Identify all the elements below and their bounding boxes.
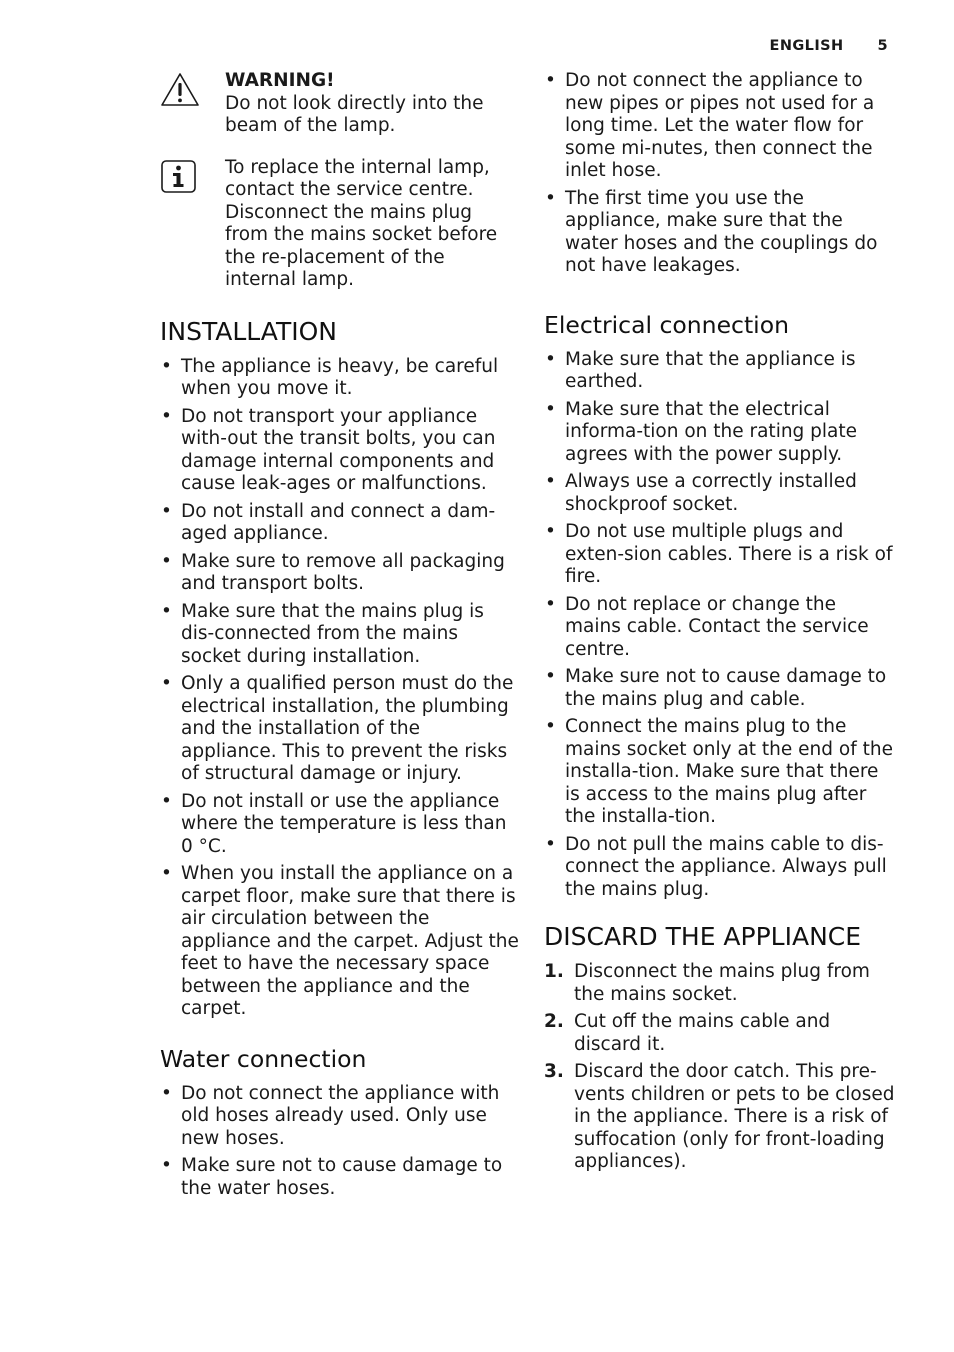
water-connection-heading: Water connection xyxy=(160,1044,367,1073)
list-item: • Do not connect the appliance to new pipes or pipes not used for a long time. Let the water flow for some mi-nutes, then connect the inlet hose. xyxy=(544,70,896,183)
list-item: • Make sure not to cause damage to the mains plug and cable. xyxy=(544,666,896,711)
list-item: • Make sure that the appliance is earthed. xyxy=(544,349,896,394)
right-column xyxy=(544,70,896,1179)
list-item: • Make sure that the electrical informa-tion on the rating plate agrees with the power supply. xyxy=(544,399,896,467)
step-number: 3. xyxy=(544,1061,564,1082)
step-text: Discard the door catch. This pre-vents children or pets to be closed in the appliance. There is a risk of suffocation (only for front-loading appliances). xyxy=(574,1061,895,1172)
water-connection-list-continued xyxy=(544,70,896,278)
language-label: ENGLISH xyxy=(769,38,844,54)
list-item: • The appliance is heavy, be careful when you move it. xyxy=(160,356,520,401)
warning-text: Do not look directly into the beam of the lamp. xyxy=(225,92,484,136)
water-connection-list xyxy=(160,1083,520,1201)
step-number: 2. xyxy=(544,1011,564,1032)
info-text: To replace the internal lamp, contact the service centre. Disconnect the mains plug from the mains socket before the re-placement of the internal lamp. xyxy=(225,156,498,290)
list-item: • Make sure not to cause damage to the water hoses. xyxy=(160,1155,520,1200)
installation-heading: INSTALLATION xyxy=(160,316,337,346)
list-item: • Do not install or use the appliance where the temperature is less than 0 °C. xyxy=(160,791,520,859)
step-number: 1. xyxy=(544,961,564,982)
step-item xyxy=(544,1011,896,1056)
list-item: • Connect the mains plug to the mains socket only at the end of the installa-tion. Make sure that there is access to the mains plug after the installa-tion. xyxy=(544,716,896,829)
page-header xyxy=(770,38,888,54)
step-text: Cut off the mains cable and discard it. xyxy=(574,1011,831,1055)
list-item: • Do not pull the mains cable to dis-connect the appliance. Always pull the mains plug. xyxy=(544,834,896,902)
list-item: • Do not install and connect a dam-aged appliance. xyxy=(160,501,520,546)
page-number: 5 xyxy=(877,38,888,54)
warning-triangle-icon xyxy=(160,72,200,108)
warning-notice xyxy=(160,70,520,138)
electrical-connection-heading: Electrical connection xyxy=(544,310,789,339)
list-item: • Do not use multiple plugs and exten-sion cables. There is a risk of fire. xyxy=(544,521,896,589)
installation-list xyxy=(160,356,520,1021)
list-item: • Make sure that the mains plug is dis-connected from the mains socket during installation. xyxy=(160,601,520,669)
list-item: • Do not transport your appliance with-out the transit bolts, you can damage internal components and cause leak-ages or malfunctions. xyxy=(160,406,520,496)
info-notice xyxy=(160,157,520,292)
list-item: • Do not connect the appliance with old hoses already used. Only use new hoses. xyxy=(160,1083,520,1151)
step-text: Disconnect the mains plug from the mains socket. xyxy=(574,961,870,1005)
list-item: • Only a qualified person must do the electrical installation, the plumbing and the installation of the appliance. This to prevent the risks of structural damage or injury. xyxy=(160,673,520,786)
list-item: • The first time you use the appliance, make sure that the water hoses and the couplings do not have leakages. xyxy=(544,188,896,278)
left-column xyxy=(160,70,520,1205)
list-item: • Do not replace or change the mains cable. Contact the service centre. xyxy=(544,594,896,662)
discard-steps xyxy=(544,961,896,1174)
info-icon xyxy=(160,159,200,195)
list-item: • When you install the appliance on a carpet floor, make sure that there is air circulation between the appliance and the carpet. Adjust the feet to have the necessary space between the appliance and the carpet. xyxy=(160,863,520,1021)
list-item: • Make sure to remove all packaging and transport bolts. xyxy=(160,551,520,596)
warning-title: WARNING! xyxy=(225,70,335,91)
discard-heading: DISCARD THE APPLIANCE xyxy=(544,922,862,951)
step-item xyxy=(544,1061,896,1174)
list-item: • Always use a correctly installed shockproof socket. xyxy=(544,471,896,516)
electrical-connection-list xyxy=(544,349,896,902)
step-item xyxy=(544,961,896,1006)
